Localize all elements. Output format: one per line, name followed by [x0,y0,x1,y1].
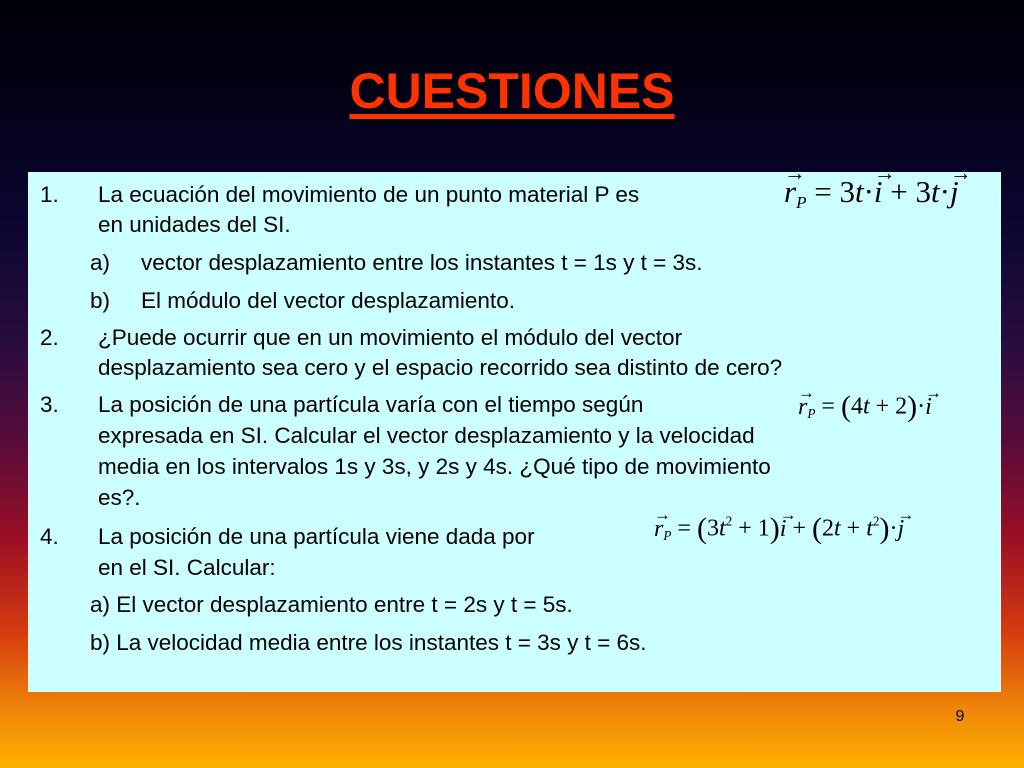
q3-line4: es?. [98,485,141,510]
slide-title: CUESTIONES [349,63,675,119]
q3-equation: → $r_P = (4t + 2)\cdot\to i$ [798,390,932,424]
q1-b-text: El módulo del vector desplazamiento. [141,288,515,313]
q2-line2: desplazamiento sea cero y el espacio recorrido sea distinto de cero? [98,355,783,380]
q1-equation: → $r_P = 3t\cdot\to i + 3t\cdot\to j$ [784,174,959,213]
q3-line2: expresada en SI. Calcular el vector desplazamiento y la velocidad [98,423,755,448]
page-number: 9 [955,708,965,725]
q1-b-label: b) [90,288,111,313]
q3-number: 3. [40,392,59,417]
q4-line2: en el SI. Calcular: [98,555,276,580]
q4-number: 4. [40,524,59,549]
q1-a-label: a) [90,250,111,275]
questions-panel [28,172,1001,692]
q4-line1: La posición de una partícula viene dada por [98,524,535,549]
q4-b-text: b) La velocidad media entre los instantes t = 3s y t = 6s. [90,630,647,655]
q4-a-text: a) El vector desplazamiento entre t = 2s y t = 5s. [90,592,573,617]
q1-line2: en unidades del SI. [98,212,291,237]
q2-number: 2. [40,325,59,350]
q3-line3: media en los intervalos 1s y 3s, y 2s y 4s. ¿Qué tipo de movimiento [98,454,771,479]
q3-line1: La posición de una partícula varía con el tiempo según [98,392,644,417]
q1-a-text: vector desplazamiento entre los instantes t = 1s y t = 3s. [141,250,703,275]
q2-line1: ¿Puede ocurrir que en un movimiento el módulo del vector [98,325,683,350]
q1-number: 1. [40,182,59,207]
q1-line1: La ecuación del movimiento de un punto material P es [98,182,640,207]
q4-equation: → $r_P = (3t^2 + 1)\to i + (2t + t^2)\cdot\to j$ [654,512,904,546]
